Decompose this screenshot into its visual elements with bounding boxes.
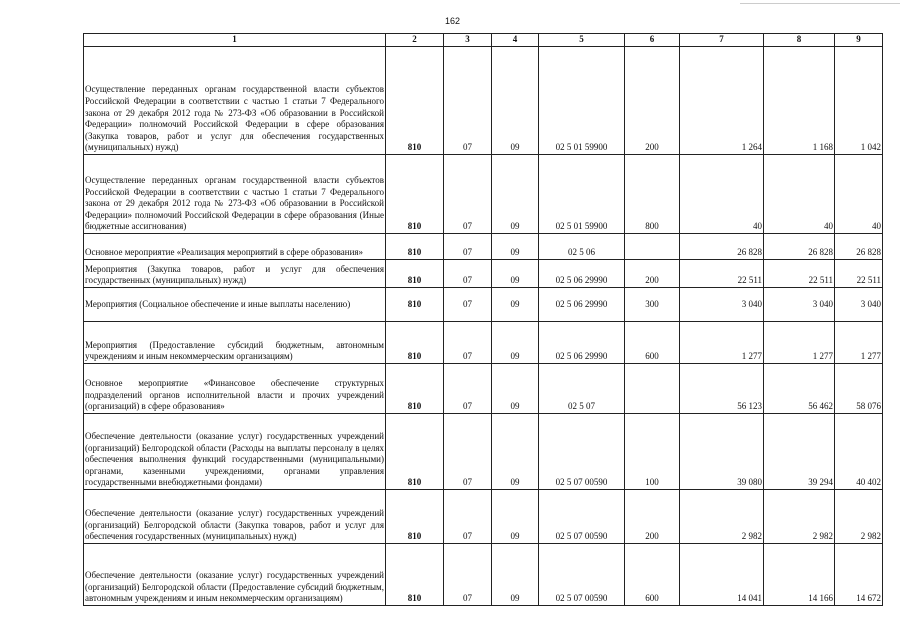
cell-subsection: 09	[492, 414, 539, 490]
cell-expense-type: 200	[625, 260, 680, 288]
cell-subsection: 09	[492, 544, 539, 606]
cell-ministry-code: 810	[386, 47, 444, 155]
cell-section: 07	[444, 414, 492, 490]
cell-subsection: 09	[492, 234, 539, 260]
cell-target-article: 02 5 06	[539, 234, 625, 260]
cell-section: 07	[444, 490, 492, 544]
cell-amount-year-2: 26 828	[764, 234, 835, 260]
cell-section: 07	[444, 155, 492, 234]
cell-ministry-code: 810	[386, 288, 444, 322]
column-header: 1	[84, 34, 386, 47]
cell-amount-year-3: 40	[835, 155, 883, 234]
column-header: 8	[764, 34, 835, 47]
cell-amount-year-3: 22 511	[835, 260, 883, 288]
cell-expense-type: 300	[625, 288, 680, 322]
cell-target-article: 02 5 07 00590	[539, 414, 625, 490]
cell-amount-year-1: 3 040	[680, 288, 764, 322]
cell-amount-year-2: 1 168	[764, 47, 835, 155]
cell-target-article: 02 5 07	[539, 364, 625, 414]
column-header: 5	[539, 34, 625, 47]
cell-amount-year-3: 2 982	[835, 490, 883, 544]
table-row	[84, 47, 883, 155]
cell-section: 07	[444, 47, 492, 155]
table-row	[84, 364, 883, 414]
cell-expense-type: 800	[625, 155, 680, 234]
table-row	[84, 288, 883, 322]
budget-table	[83, 33, 883, 606]
cell-section: 07	[444, 234, 492, 260]
cell-section: 07	[444, 322, 492, 364]
page-number: 162	[444, 16, 461, 26]
cell-expense-type: 600	[625, 322, 680, 364]
cell-ministry-code: 810	[386, 544, 444, 606]
row-description: Мероприятия (Социальное обеспечение и иные выплаты населению)	[84, 288, 386, 322]
column-header: 3	[444, 34, 492, 47]
cell-expense-type: 200	[625, 47, 680, 155]
cell-amount-year-1: 40	[680, 155, 764, 234]
cell-amount-year-2: 2 982	[764, 490, 835, 544]
cell-amount-year-2: 40	[764, 155, 835, 234]
cell-amount-year-1: 14 041	[680, 544, 764, 606]
cell-amount-year-1: 56 123	[680, 364, 764, 414]
cell-amount-year-1: 22 511	[680, 260, 764, 288]
cell-subsection: 09	[492, 47, 539, 155]
cell-expense-type	[625, 364, 680, 414]
cell-amount-year-3: 1 277	[835, 322, 883, 364]
row-description: Обеспечение деятельности (оказание услуг) государственных учреждений (организаций) Белгородской области (Предоставление субсидий бюджетным, автономным учреждениям и иным некоммерческим организациям)	[84, 544, 386, 606]
cell-subsection: 09	[492, 490, 539, 544]
cell-target-article: 02 5 06 29990	[539, 288, 625, 322]
cell-expense-type: 600	[625, 544, 680, 606]
table-row	[84, 322, 883, 364]
cell-ministry-code: 810	[386, 260, 444, 288]
cell-amount-year-1: 2 982	[680, 490, 764, 544]
cell-ministry-code: 810	[386, 155, 444, 234]
cell-amount-year-2: 1 277	[764, 322, 835, 364]
cell-amount-year-3: 3 040	[835, 288, 883, 322]
cell-amount-year-2: 56 462	[764, 364, 835, 414]
cell-amount-year-2: 39 294	[764, 414, 835, 490]
table-header-row	[84, 34, 883, 47]
table-row	[84, 544, 883, 606]
column-header: 7	[680, 34, 764, 47]
row-description: Основное мероприятие «Финансовое обеспечение структурных подразделений органов исполнительной власти и прочих учреждений (организаций) в сфере образования»	[84, 364, 386, 414]
cell-amount-year-1: 1 277	[680, 322, 764, 364]
cell-subsection: 09	[492, 288, 539, 322]
table-row	[84, 155, 883, 234]
table-row	[84, 414, 883, 490]
cell-subsection: 09	[492, 364, 539, 414]
cell-target-article: 02 5 07 00590	[539, 490, 625, 544]
cell-target-article: 02 5 01 59900	[539, 47, 625, 155]
cell-expense-type	[625, 234, 680, 260]
cell-amount-year-3: 58 076	[835, 364, 883, 414]
column-header: 2	[386, 34, 444, 47]
cell-ministry-code: 810	[386, 364, 444, 414]
cell-amount-year-3: 26 828	[835, 234, 883, 260]
column-header: 4	[492, 34, 539, 47]
cell-subsection: 09	[492, 260, 539, 288]
cell-amount-year-1: 26 828	[680, 234, 764, 260]
table-row	[84, 260, 883, 288]
cell-amount-year-1: 39 080	[680, 414, 764, 490]
cell-ministry-code: 810	[386, 234, 444, 260]
cell-ministry-code: 810	[386, 414, 444, 490]
cell-section: 07	[444, 288, 492, 322]
row-description: Осуществление переданных органам государственной власти субъектов Российской Федерации в соответствии с частью 1 статьи 7 Федерального закона от 29 декабря 2012 года № 273-ФЗ «Об образовании в Российской Федерации» полномочий Российской Федерации в сфере образования (Закупка товаров, работ и услуг для обеспечения государственных (муниципальных) нужд)	[84, 47, 386, 155]
table-row	[84, 234, 883, 260]
cell-amount-year-2: 22 511	[764, 260, 835, 288]
cell-amount-year-3: 1 042	[835, 47, 883, 155]
row-description: Мероприятия (Закупка товаров, работ и услуг для обеспечения государственных (муниципальных) нужд)	[84, 260, 386, 288]
scan-edge-line	[740, 3, 900, 4]
cell-target-article: 02 5 07 00590	[539, 544, 625, 606]
cell-section: 07	[444, 364, 492, 414]
cell-section: 07	[444, 260, 492, 288]
cell-target-article: 02 5 06 29990	[539, 322, 625, 364]
cell-target-article: 02 5 01 59900	[539, 155, 625, 234]
cell-subsection: 09	[492, 322, 539, 364]
row-description: Осуществление переданных органам государственной власти субъектов Российской Федерации в соответствии с частью 1 статьи 7 Федерального закона от 29 декабря 2012 года № 273-ФЗ «Об образовании в Российской Федерации» полномочий Российской Федерации в сфере образования (Иные бюджетные ассигнования)	[84, 155, 386, 234]
cell-expense-type: 100	[625, 414, 680, 490]
row-description: Обеспечение деятельности (оказание услуг) государственных учреждений (организаций) Белгородской области (Закупка товаров, работ и услуг для обеспечения государственных (муниципальных) нужд)	[84, 490, 386, 544]
table-row	[84, 490, 883, 544]
cell-section: 07	[444, 544, 492, 606]
column-header: 9	[835, 34, 883, 47]
cell-ministry-code: 810	[386, 322, 444, 364]
cell-amount-year-1: 1 264	[680, 47, 764, 155]
column-header: 6	[625, 34, 680, 47]
cell-amount-year-2: 14 166	[764, 544, 835, 606]
cell-ministry-code: 810	[386, 490, 444, 544]
cell-subsection: 09	[492, 155, 539, 234]
row-description: Обеспечение деятельности (оказание услуг) государственных учреждений (организаций) Белгородской области (Расходы на выплаты персоналу в целях обеспечения выполнения функций государственными (муниципальными) органами, казенными учреждениями, органами управления государственными внебюджетными фондами)	[84, 414, 386, 490]
cell-amount-year-2: 3 040	[764, 288, 835, 322]
row-description: Основное мероприятие «Реализация мероприятий в сфере образования»	[84, 234, 386, 260]
cell-expense-type: 200	[625, 490, 680, 544]
row-description: Мероприятия (Предоставление субсидий бюджетным, автономным учреждениям и иным некоммерческим организациям)	[84, 322, 386, 364]
cell-target-article: 02 5 06 29990	[539, 260, 625, 288]
cell-amount-year-3: 14 672	[835, 544, 883, 606]
cell-amount-year-3: 40 402	[835, 414, 883, 490]
